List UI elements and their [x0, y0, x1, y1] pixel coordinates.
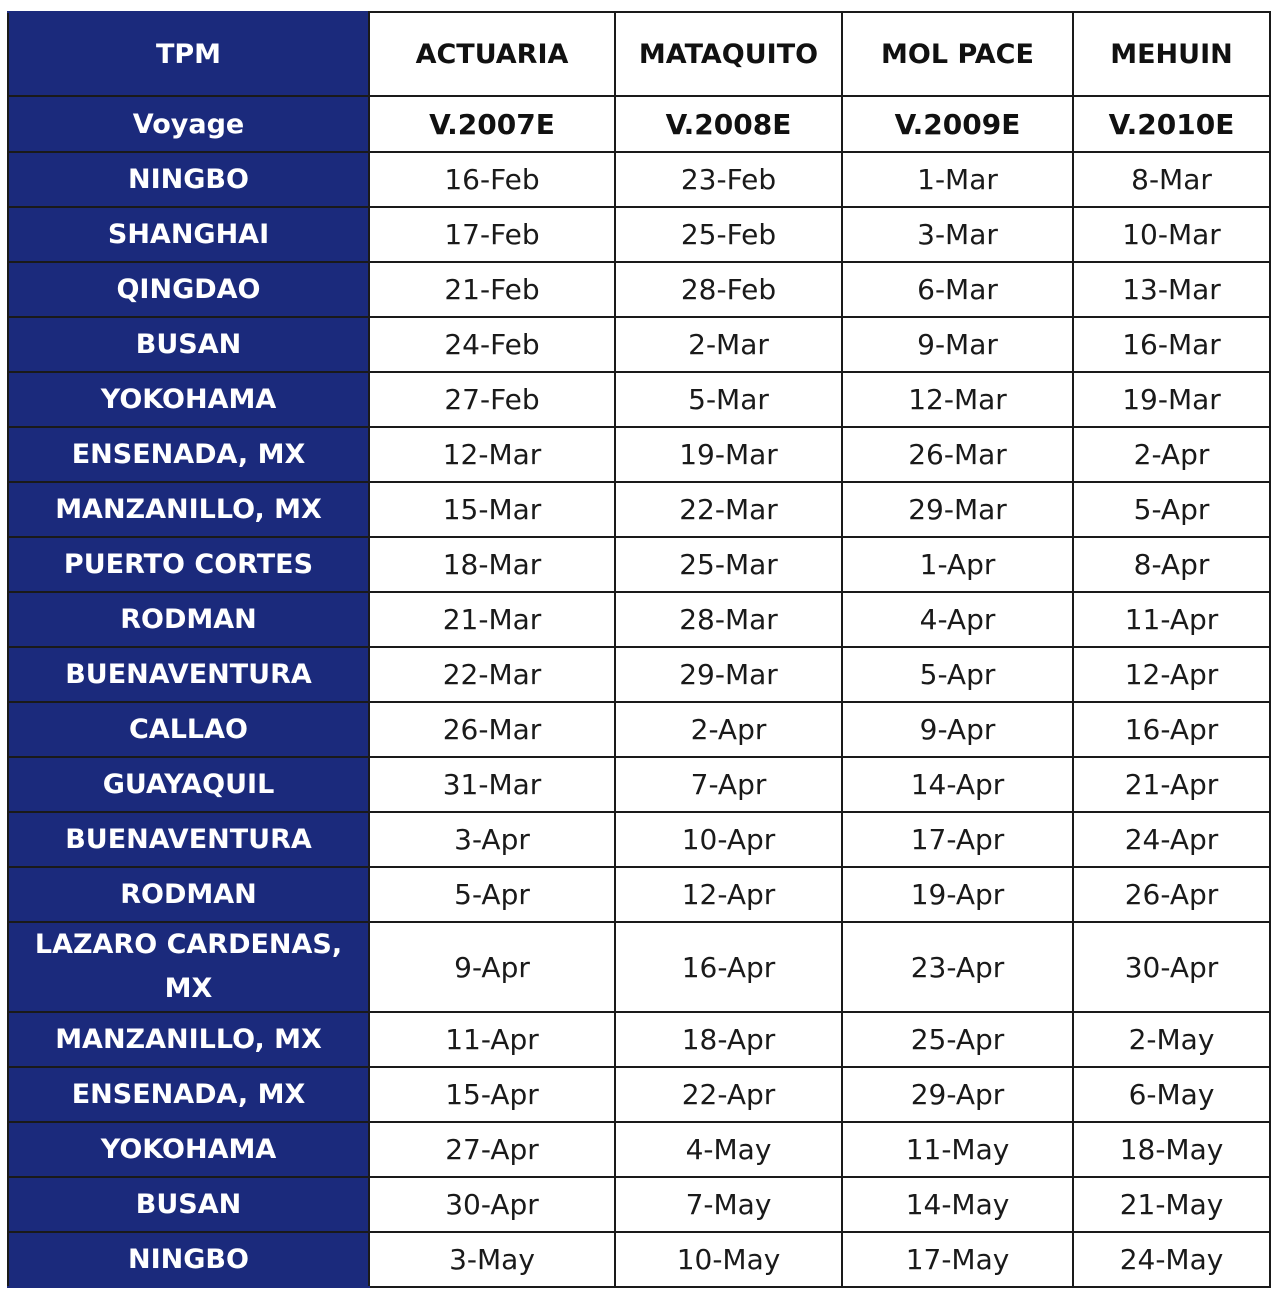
port-row — [8, 922, 1270, 1012]
port-row — [8, 757, 1270, 812]
port-name: SHANGHAI — [8, 207, 369, 262]
port-name: NINGBO — [8, 152, 369, 207]
eta-date: 8-Mar — [1073, 152, 1270, 207]
eta-date: 22-Mar — [615, 482, 842, 537]
eta-date: 26-Apr — [1073, 867, 1270, 922]
eta-date: 18-Apr — [615, 1012, 842, 1067]
eta-date: 27-Apr — [369, 1122, 615, 1177]
schedule-table — [7, 11, 1271, 1288]
port-name: RODMAN — [8, 592, 369, 647]
eta-date: 2-May — [1073, 1012, 1270, 1067]
port-row — [8, 317, 1270, 372]
port-name: BUENAVENTURA — [8, 812, 369, 867]
eta-date: 18-Mar — [369, 537, 615, 592]
eta-date: 19-Mar — [615, 427, 842, 482]
eta-date: 15-Apr — [369, 1067, 615, 1122]
port-name: QINGDAO — [8, 262, 369, 317]
port-name: MANZANILLO, MX — [8, 1012, 369, 1067]
port-row — [8, 1177, 1270, 1232]
port-name: BUENAVENTURA — [8, 647, 369, 702]
eta-date: 16-Apr — [615, 922, 842, 1012]
eta-date: 29-Mar — [615, 647, 842, 702]
port-name: BUSAN — [8, 1177, 369, 1232]
port-name: CALLAO — [8, 702, 369, 757]
eta-date: 24-Feb — [369, 317, 615, 372]
port-name: PUERTO CORTES — [8, 537, 369, 592]
port-name: ENSENADA, MX — [8, 1067, 369, 1122]
port-row — [8, 867, 1270, 922]
eta-date: 22-Mar — [369, 647, 615, 702]
eta-date: 2-Apr — [1073, 427, 1270, 482]
port-row — [8, 537, 1270, 592]
eta-date: 25-Apr — [842, 1012, 1073, 1067]
eta-date: 12-Mar — [842, 372, 1073, 427]
eta-date: 26-Mar — [842, 427, 1073, 482]
eta-date: 12-Apr — [615, 867, 842, 922]
eta-date: 31-Mar — [369, 757, 615, 812]
eta-date: 17-Apr — [842, 812, 1073, 867]
eta-date: 10-May — [615, 1232, 842, 1287]
eta-date: 27-Feb — [369, 372, 615, 427]
eta-date: 17-Feb — [369, 207, 615, 262]
eta-date: 26-Mar — [369, 702, 615, 757]
eta-date: 15-Mar — [369, 482, 615, 537]
eta-date: 30-Apr — [369, 1177, 615, 1232]
port-name: NINGBO — [8, 1232, 369, 1287]
eta-date: 5-Apr — [369, 867, 615, 922]
tpm-header: TPM — [8, 12, 369, 96]
eta-date: 14-May — [842, 1177, 1073, 1232]
eta-date: 11-May — [842, 1122, 1073, 1177]
eta-date: 28-Mar — [615, 592, 842, 647]
eta-date: 28-Feb — [615, 262, 842, 317]
port-name — [8, 922, 369, 1012]
eta-date: 11-Apr — [369, 1012, 615, 1067]
port-row — [8, 262, 1270, 317]
port-row — [8, 1067, 1270, 1122]
eta-date: 21-May — [1073, 1177, 1270, 1232]
port-name: BUSAN — [8, 317, 369, 372]
vessel-header: MEHUIN — [1073, 12, 1270, 96]
eta-date: 10-Apr — [615, 812, 842, 867]
eta-date: 11-Apr — [1073, 592, 1270, 647]
eta-date: 4-Apr — [842, 592, 1073, 647]
eta-date: 10-Mar — [1073, 207, 1270, 262]
vessel-header-row — [8, 12, 1270, 96]
port-row — [8, 1232, 1270, 1287]
eta-date: 3-Apr — [369, 812, 615, 867]
eta-date: 21-Mar — [369, 592, 615, 647]
port-row — [8, 152, 1270, 207]
eta-date: 5-Mar — [615, 372, 842, 427]
port-row — [8, 702, 1270, 757]
eta-date: 12-Apr — [1073, 647, 1270, 702]
port-row — [8, 372, 1270, 427]
port-name-text: LAZARO CARDENAS, MX — [34, 929, 343, 1004]
eta-date: 7-Apr — [615, 757, 842, 812]
vessel-header: ACTUARIA — [369, 12, 615, 96]
voyage-number: V.2008E — [615, 96, 842, 152]
eta-date: 3-May — [369, 1232, 615, 1287]
eta-date: 2-Mar — [615, 317, 842, 372]
eta-date: 19-Mar — [1073, 372, 1270, 427]
port-name: YOKOHAMA — [8, 1122, 369, 1177]
eta-date: 7-May — [615, 1177, 842, 1232]
eta-date: 3-Mar — [842, 207, 1073, 262]
eta-date: 6-May — [1073, 1067, 1270, 1122]
eta-date: 4-May — [615, 1122, 842, 1177]
eta-date: 14-Apr — [842, 757, 1073, 812]
eta-date: 16-Mar — [1073, 317, 1270, 372]
port-name: MANZANILLO, MX — [8, 482, 369, 537]
eta-date: 23-Feb — [615, 152, 842, 207]
eta-date: 19-Apr — [842, 867, 1073, 922]
eta-date: 21-Apr — [1073, 757, 1270, 812]
vessel-header: MATAQUITO — [615, 12, 842, 96]
eta-date: 1-Mar — [842, 152, 1073, 207]
eta-date: 23-Apr — [842, 922, 1073, 1012]
eta-date: 8-Apr — [1073, 537, 1270, 592]
port-name: RODMAN — [8, 867, 369, 922]
eta-date: 17-May — [842, 1232, 1073, 1287]
eta-date: 29-Mar — [842, 482, 1073, 537]
eta-date: 24-Apr — [1073, 812, 1270, 867]
eta-date: 9-Apr — [369, 922, 615, 1012]
eta-date: 5-Apr — [1073, 482, 1270, 537]
port-name: ENSENADA, MX — [8, 427, 369, 482]
port-row — [8, 427, 1270, 482]
eta-date: 29-Apr — [842, 1067, 1073, 1122]
eta-date: 2-Apr — [615, 702, 842, 757]
eta-date: 18-May — [1073, 1122, 1270, 1177]
port-row — [8, 1012, 1270, 1067]
eta-date: 12-Mar — [369, 427, 615, 482]
voyage-number: V.2009E — [842, 96, 1073, 152]
voyage-label: Voyage — [8, 96, 369, 152]
eta-date: 21-Feb — [369, 262, 615, 317]
eta-date: 5-Apr — [842, 647, 1073, 702]
port-row — [8, 1122, 1270, 1177]
eta-date: 16-Apr — [1073, 702, 1270, 757]
port-row — [8, 812, 1270, 867]
eta-date: 16-Feb — [369, 152, 615, 207]
eta-date: 13-Mar — [1073, 262, 1270, 317]
voyage-number: V.2010E — [1073, 96, 1270, 152]
port-name: YOKOHAMA — [8, 372, 369, 427]
port-row — [8, 207, 1270, 262]
eta-date: 9-Mar — [842, 317, 1073, 372]
voyage-row — [8, 96, 1270, 152]
eta-date: 1-Apr — [842, 537, 1073, 592]
port-row — [8, 647, 1270, 702]
eta-date: 30-Apr — [1073, 922, 1270, 1012]
eta-date: 22-Apr — [615, 1067, 842, 1122]
eta-date: 25-Feb — [615, 207, 842, 262]
eta-date: 25-Mar — [615, 537, 842, 592]
eta-date: 6-Mar — [842, 262, 1073, 317]
voyage-number: V.2007E — [369, 96, 615, 152]
vessel-header: MOL PACE — [842, 12, 1073, 96]
port-row — [8, 482, 1270, 537]
eta-date: 24-May — [1073, 1232, 1270, 1287]
port-row — [8, 592, 1270, 647]
eta-date: 9-Apr — [842, 702, 1073, 757]
port-name: GUAYAQUIL — [8, 757, 369, 812]
